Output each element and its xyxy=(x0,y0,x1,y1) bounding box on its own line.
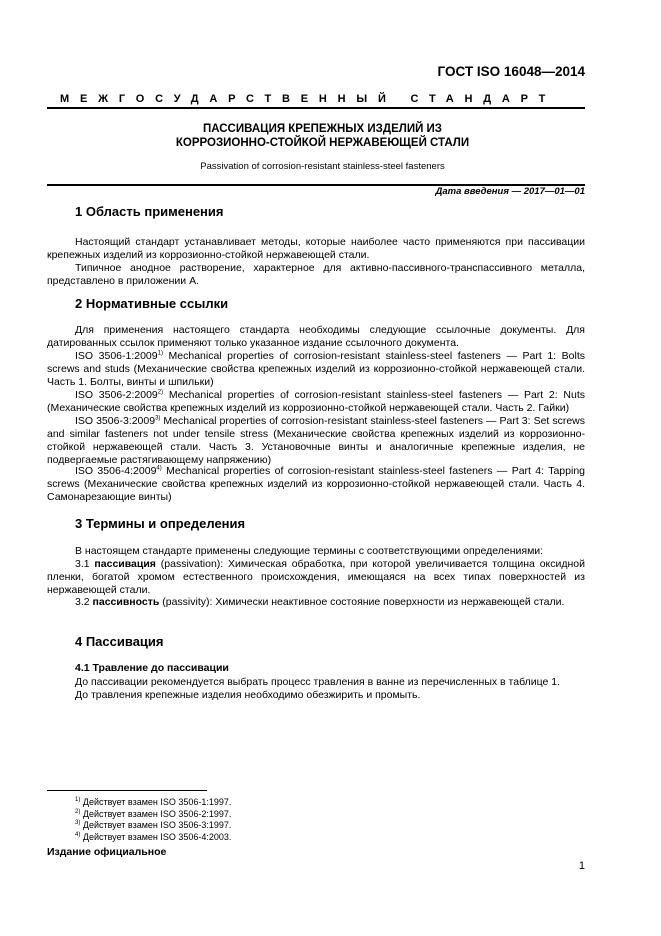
section-4-paragraph-1: До пассивации рекомендуется выбрать процесс травления в ванне из перечисленных в таблице 1. xyxy=(75,676,561,688)
standard-designation: ГОСТ ISO 16048—2014 xyxy=(437,64,585,79)
section-3-paragraph-1: В настоящем стандарте применены следующие термины с соответствующими определениями: xyxy=(75,545,544,557)
section-1-heading: 1 Область применения xyxy=(75,204,224,219)
term-3-1-passivation: 3.1 пассивация (passivation): Химическая обработка, при которой увеличивается толщина оксидной пленки, богатой хромом естественного происхождения, имеющаяся на всех типах поверхностей из нержавеющей стали. xyxy=(47,558,585,596)
title-line-2: КОРРОЗИОННО-СТОЙКОЙ НЕРЖАВЕЮЩЕЙ СТАЛИ xyxy=(175,137,470,149)
official-edition-label: Издание официальное xyxy=(47,846,167,858)
footnote-3: $^{3)}$ Действует взамен ISO 3506-3:1997. xyxy=(75,820,232,830)
english-title: Passivation of corrosion-resistant stainless-steel fasteners xyxy=(200,161,445,172)
reference-iso-3506-3: ISO 3506-3:2009$^{3)}$ Mechanical properties of corrosion-resistant stainless-steel fasteners — Part 3: Set screws and similar fasteners not under tensile stress (Механические свойства крепежных изделий из коррозионно-стойкой нержавеющей стали. Часть 3. Установочные винты и аналогичные крепежные изделия, не подвергаемые растягивающему напряжению) xyxy=(47,415,585,466)
subsection-4-1-heading: 4.1 Травление до пассивации xyxy=(75,662,229,674)
section-4-heading: 4 Пассивация xyxy=(75,634,164,649)
section-3-heading: 3 Термины и определения xyxy=(75,516,246,531)
reference-iso-3506-1: ISO 3506-1:2009$^{1)}$ Mechanical properties of corrosion-resistant stainless-steel fasteners — Part 1: Bolts screws and studs (Механические свойства крепежных изделий из коррозионно-стойкой нержавеющей стали. Часть 1. Болты, винты и шпильки) xyxy=(47,350,585,388)
interstate-standard-label: МЕЖГОСУДАРСТВЕННЫЙ СТАНДАРТ xyxy=(60,93,557,105)
document-title xyxy=(60,122,585,150)
footnote-4: $^{4)}$ Действует взамен ISO 3506-4:2003. xyxy=(75,831,232,842)
footnote-1: $^{1)}$ Действует взамен ISO 3506-1:1997. xyxy=(75,797,232,807)
section-1-paragraph-2: Типичное анодное растворение, характерное для активно-пассивного-транспассивного металла, представлено в приложении А. xyxy=(47,262,585,287)
reference-iso-3506-2: ISO 3506-2:2009$^{2)}$ Mechanical properties of corrosion-resistant stainless-steel fasteners — Part 2: Nuts (Механические свойства крепежных изделий из коррозионно-стойкой нержавеющей стали. Часть 2. Гайки) xyxy=(47,389,585,414)
section-2-heading: 2 Нормативные ссылки xyxy=(75,296,229,311)
section-2-paragraph-1: Для применения настоящего стандарта необходимы следующие ссылочные документы. Для датированных ссылок применяют только указанное издание ссылочного документа. xyxy=(47,324,585,349)
section-1-paragraph-1: Настоящий стандарт устанавливает методы, которые наиболее часто применяются при пассивации крепежных изделий из коррозионно-стойкой нержавеющей стали. xyxy=(47,236,585,261)
footnotes xyxy=(47,797,347,843)
section-4-paragraph-2: До травления крепежные изделия необходимо обезжирить и промыть. xyxy=(75,689,421,701)
header-rule xyxy=(47,107,585,109)
introduction-date: Дата введения — 2017—01—01 xyxy=(435,186,585,197)
reference-iso-3506-4: ISO 3506-4:2009$^{4)}$ Mechanical properties of corrosion-resistant stainless-steel fasteners — Part 4: Tapping screws (Механические свойства крепежных изделий из коррозионно-стойкой нержавеющей стали. Часть 4. Самонарезающие винты) xyxy=(47,465,585,503)
title-line-1: ПАССИВАЦИЯ КРЕПЕЖНЫХ ИЗДЕЛИЙ ИЗ xyxy=(202,123,443,135)
page-number: 1 xyxy=(578,860,585,872)
footnote-separator xyxy=(47,790,207,791)
term-3-2-passivity: 3.2 пассивность (passivity): Химически неактивное состояние поверхности из нержавеющей стали. xyxy=(75,596,565,608)
footnote-2: $^{2)}$ Действует взамен ISO 3506-2:1997. xyxy=(75,808,232,819)
